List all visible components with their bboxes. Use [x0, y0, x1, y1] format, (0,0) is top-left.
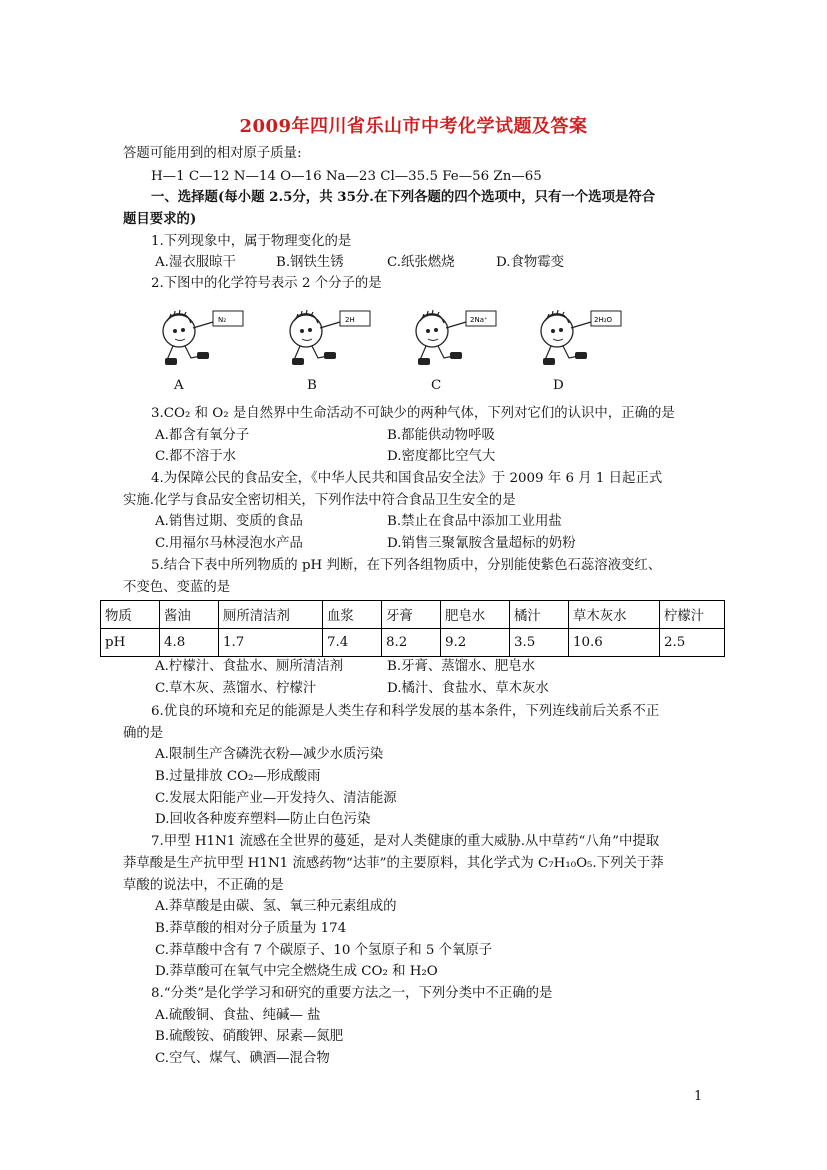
figure-a-label: A [174, 378, 184, 393]
q4-option-b: B.禁止在食品中添加工业用盐 [387, 514, 562, 529]
table-cell: pH [101, 629, 160, 657]
table-cell: 2.5 [660, 629, 725, 657]
q1-option-a: A.湿衣服晾干 [155, 255, 236, 270]
q7-stem-line1: 7.甲型 H1N1 流感在全世界的蔓延，是对人类健康的重大威胁.从中草药“八角”中提取 [151, 834, 660, 849]
figure-a-sign: N₂ [218, 316, 227, 324]
q3-option-d: D.密度都比空气大 [387, 449, 496, 464]
table-cell: 9.2 [441, 629, 510, 657]
q1-option-d: D.食物霉变 [496, 255, 565, 270]
exam-title: 2009年四川省乐山市中考化学试题及答案 [239, 116, 588, 137]
figure-b-sign: 2H [345, 316, 355, 324]
q6-stem-line1: 6.优良的环境和充足的能源是人类生存和科学发展的基本条件，下列连线前后关系不正 [151, 704, 660, 719]
q7-option-c: C.莽草酸中含有 7 个碳原子、10 个氢原子和 5 个氧原子 [155, 943, 493, 958]
table-header-cell: 厕所清洁剂 [219, 601, 323, 629]
figure-b-label: B [307, 378, 317, 393]
atomic-masses: H—1 C—12 N—14 O—16 Na—23 Cl—35.5 Fe—56 Zn—65 [151, 169, 542, 184]
q5-option-a: A.柠檬汁、食盐水、厕所清洁剂 [155, 659, 344, 674]
page-number: 1 [694, 1089, 703, 1104]
q6-option-d: D.回收各种废弃塑料—防止白色污染 [155, 812, 371, 827]
figure-c-label: C [431, 378, 442, 393]
q7-stem-line3: 草酸的说法中，不正确的是 [123, 878, 284, 893]
q7-option-b: B.莽草酸的相对分子质量为 174 [155, 921, 347, 936]
q4-stem-line2: 实施.化学与食品安全密切相关，下列作法中符合食品卫生安全的是 [123, 493, 516, 508]
table-header-cell: 橘汁 [510, 601, 569, 629]
q5-option-d: D.橘汁、食盐水、草木灰水 [387, 681, 549, 696]
table-cell: 1.7 [219, 629, 323, 657]
table-header-cell: 酱油 [160, 601, 219, 629]
table-header-cell: 牙膏 [382, 601, 441, 629]
figure-d-label: D [553, 378, 564, 393]
q7-stem-line2: 莽草酸是生产抗甲型 H1N1 流感药物“达菲”的主要原料，其化学式为 C₇H₁₀O₅.下列关于莽 [123, 856, 664, 871]
q6-option-c: C.发展太阳能产业—开发持久、清洁能源 [155, 791, 397, 806]
q3-option-b: B.都能供动物呼吸 [387, 428, 495, 443]
table-header-cell: 柠檬汁 [660, 601, 725, 629]
q8-option-b: B.硫酸铵、硝酸钾、尿素—氮肥 [155, 1029, 344, 1044]
table-cell: 8.2 [382, 629, 441, 657]
atomic-mass-label: 答题可能用到的相对原子质量: [123, 146, 302, 161]
figure-a-cartoon [155, 303, 245, 369]
table-cell: 4.8 [160, 629, 219, 657]
figure-c-cartoon [408, 303, 498, 369]
q4-option-d: D.销售三聚氰胺含量超标的奶粉 [387, 536, 576, 551]
q7-option-d: D.莽草酸可在氧气中完全燃烧生成 CO₂ 和 H₂O [155, 964, 438, 979]
q3-option-a: A.都含有氧分子 [155, 428, 250, 443]
figure-c-sign: 2Na⁺ [470, 316, 488, 324]
table-row [101, 629, 725, 657]
q4-option-a: A.销售过期、变质的食品 [155, 514, 303, 529]
q1-stem: 1.下列现象中，属于物理变化的是 [151, 234, 352, 249]
q4-option-c: C.用福尔马林浸泡水产品 [155, 536, 303, 551]
table-header-cell: 物质 [101, 601, 160, 629]
table-header-cell: 草木灰水 [569, 601, 660, 629]
q8-option-a: A.硫酸铜、食盐、纯碱— 盐 [155, 1008, 321, 1023]
q7-option-a: A.莽草酸是由碳、氢、氧三种元素组成的 [155, 899, 397, 914]
section-heading-line2: 题目要求的) [123, 211, 197, 227]
q6-option-b: B.过量排放 CO₂—形成酸雨 [155, 769, 321, 784]
q5-stem-line2: 不变色、变蓝的是 [123, 580, 231, 595]
q2-stem: 2.下图中的化学符号表示 2 个分子的是 [151, 276, 382, 291]
q6-option-a: A.限制生产含磷洗衣粉—减少水质污染 [155, 747, 384, 762]
table-cell: 7.4 [323, 629, 382, 657]
figure-d-cartoon [533, 303, 623, 369]
q5-option-c: C.草木灰、蒸馏水、柠檬汁 [155, 681, 317, 696]
figure-d-sign: 2H₂O [594, 316, 613, 324]
table-cell: 10.6 [569, 629, 660, 657]
q1-option-c: C.纸张燃烧 [387, 255, 455, 270]
table-header-cell: 血浆 [323, 601, 382, 629]
figure-b-cartoon [282, 303, 372, 369]
q8-option-c: C.空气、煤气、碘酒—混合物 [155, 1051, 330, 1066]
ph-table [100, 600, 725, 657]
q1-option-b: B.钢铁生锈 [276, 255, 344, 270]
table-cell: 3.5 [510, 629, 569, 657]
table-header-cell: 肥皂水 [441, 601, 510, 629]
q8-stem: 8.“分类”是化学学习和研究的重要方法之一，下列分类中不正确的是 [151, 986, 553, 1001]
q3-stem: 3.CO₂ 和 O₂ 是自然界中生命活动不可缺少的两种气体，下列对它们的认识中，正确的是 [151, 406, 675, 421]
q5-option-b: B.牙膏、蒸馏水、肥皂水 [387, 659, 536, 674]
q3-option-c: C.都不溶于水 [155, 449, 236, 464]
table-row [101, 601, 725, 629]
section-heading-line1: 一、选择题(每小题 2.5分，共 35分.在下列各题的四个选项中，只有一个选项是符合 [151, 189, 656, 205]
q6-stem-line2: 确的是 [123, 726, 164, 741]
q4-stem-line1: 4.为保障公民的食品安全，《中华人民共和国食品安全法》于 2009 年 6 月 1 日起正式 [151, 471, 663, 486]
q5-stem-line1: 5.结合下表中所列物质的 pH 判断，在下列各组物质中，分别能使紫色石蕊溶液变红、 [151, 558, 662, 573]
